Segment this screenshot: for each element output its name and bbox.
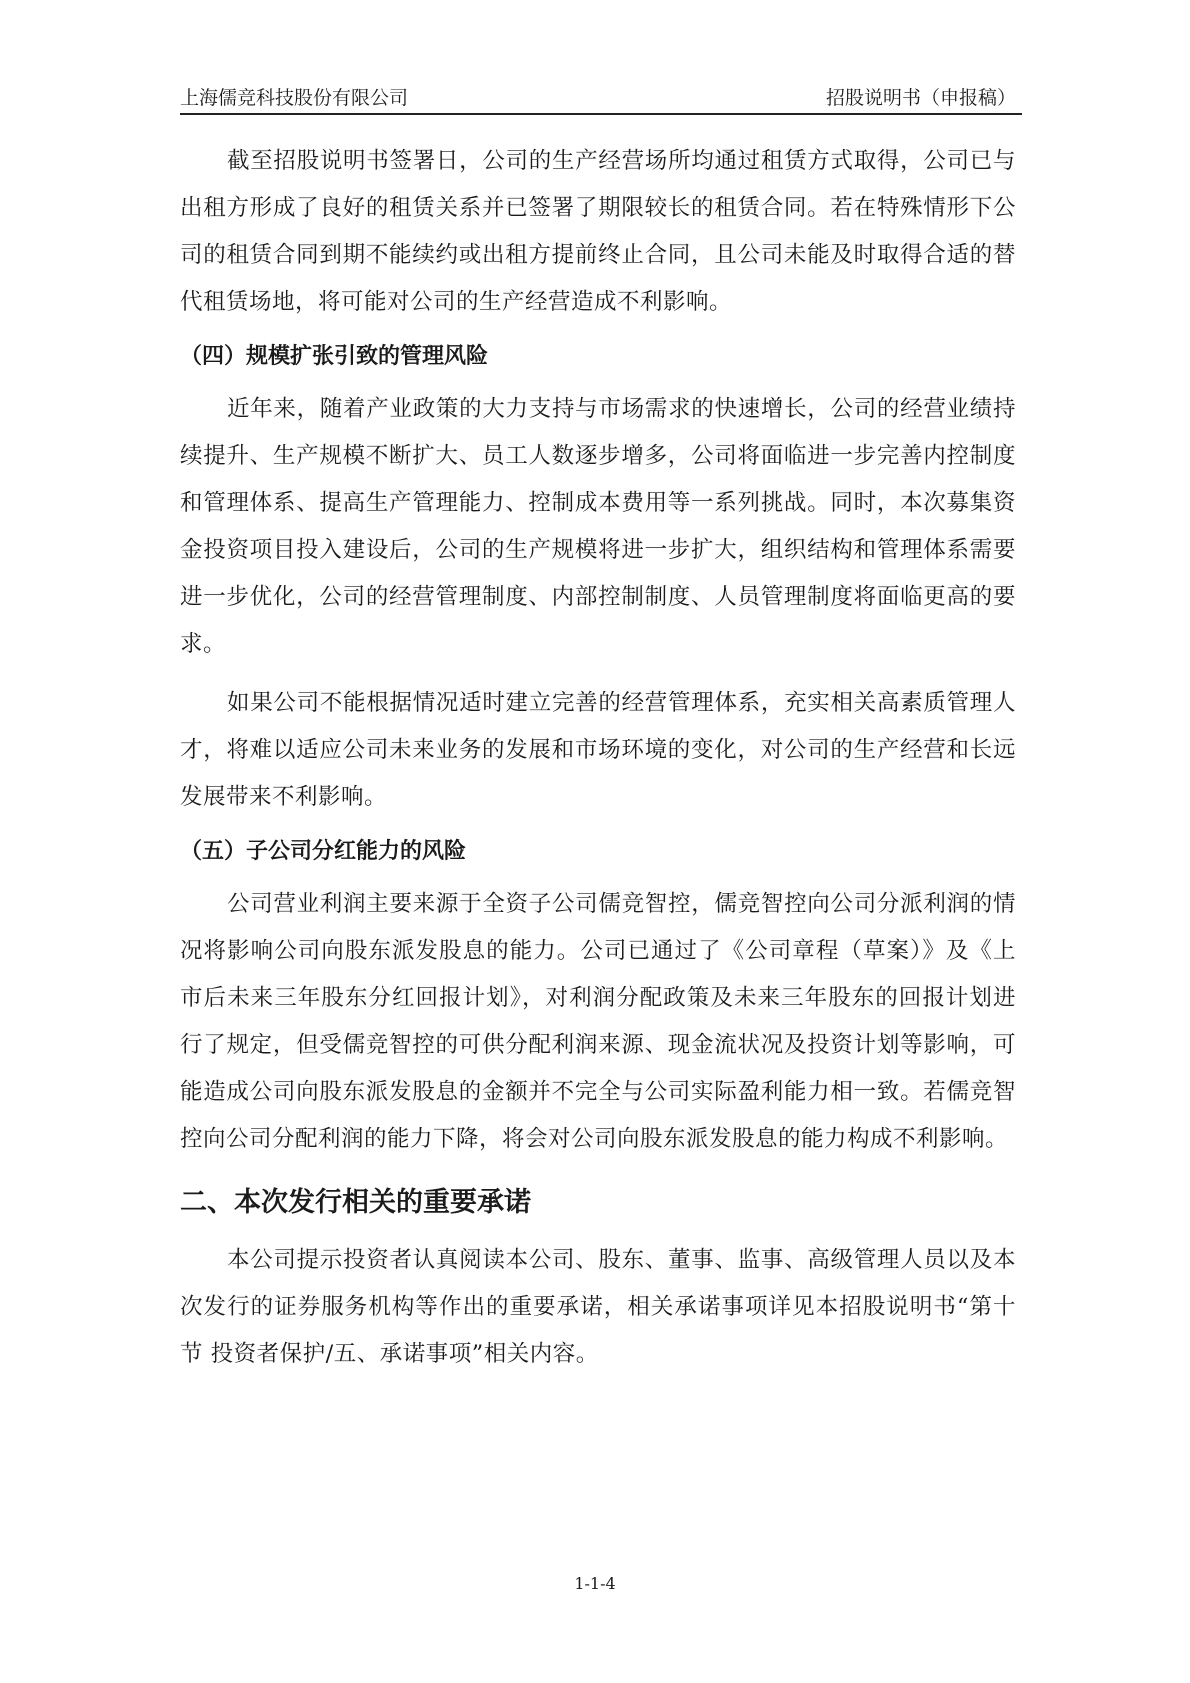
section-heading-important-commitments: 二、本次发行相关的重要承诺 bbox=[180, 1187, 531, 1218]
page-number: 1-1-4 bbox=[574, 1574, 616, 1593]
section-heading-subsidiary-dividend-risk: （五）子公司分红能力的风险 bbox=[180, 839, 467, 864]
paragraph-management-risk-2: 如果公司不能根据情况适时建立完善的经营管理体系，充实相关高素质管理人才，将难以适应公司未来业务的发展和市场环境的变化，对公司的生产经营和长远发展带来不利影响。 bbox=[180, 690, 1016, 810]
paragraph-lease-risk: 截至招股说明书签署日，公司的生产经营场所均通过租赁方式取得，公司已与出租方形成了良好的租赁关系并已签署了期限较长的租赁合同。若在特殊情形下公司的租赁合同到期不能续约或出租方提前终止合同，且公司未能及时取得合适的替代租赁场地，将可能对公司的生产经营造成不利影响。 bbox=[180, 148, 1016, 315]
paragraph-important-commitments: 本公司提示投资者认真阅读本公司、股东、董事、监事、高级管理人员以及本次发行的证券服务机构等作出的重要承诺，相关承诺事项详见本招股说明书“第十节 投资者保护/五、承诺事项”相关内容。 bbox=[180, 1247, 1016, 1367]
page-body bbox=[180, 138, 1016, 1378]
page-header bbox=[180, 84, 1022, 112]
paragraph-management-risk-1: 近年来，随着产业政策的大力支持与市场需求的快速增长，公司的经营业绩持续提升、生产规模不断扩大、员工人数逐步增多，公司将面临进一步完善内控制度和管理体系、提高生产管理能力、控制成本费用等一系列挑战。同时，本次募集资金投资项目投入建设后，公司的生产规模将进一步扩大，组织结构和管理体系需要进一步优化，公司的经营管理制度、内部控制制度、人员管理制度将面临更高的要求。 bbox=[180, 396, 1016, 657]
section-heading-management-risk: （四）规模扩张引致的管理风险 bbox=[180, 344, 489, 369]
header-divider bbox=[180, 113, 1022, 115]
paragraph-subsidiary-dividend-risk: 公司营业利润主要来源于全资子公司儒竞智控，儒竞智控向公司分派利润的情况将影响公司向股东派发股息的能力。公司已通过了《公司章程（草案）》及《上市后未来三年股东分红回报计划》，对利润分配政策及未来三年股东的回报计划进行了规定，但受儒竞智控的可供分配利润来源、现金流状况及投资计划等影响，可能造成公司向股东派发股息的金额并不完全与公司实际盈利能力相一致。若儒竞智控向公司分配利润的能力下降，将会对公司向股东派发股息的能力构成不利影响。 bbox=[180, 891, 1016, 1152]
header-document-type: 招股说明书（申报稿） bbox=[825, 87, 1016, 109]
header-company-name: 上海儒竞科技股份有限公司 bbox=[180, 87, 409, 109]
